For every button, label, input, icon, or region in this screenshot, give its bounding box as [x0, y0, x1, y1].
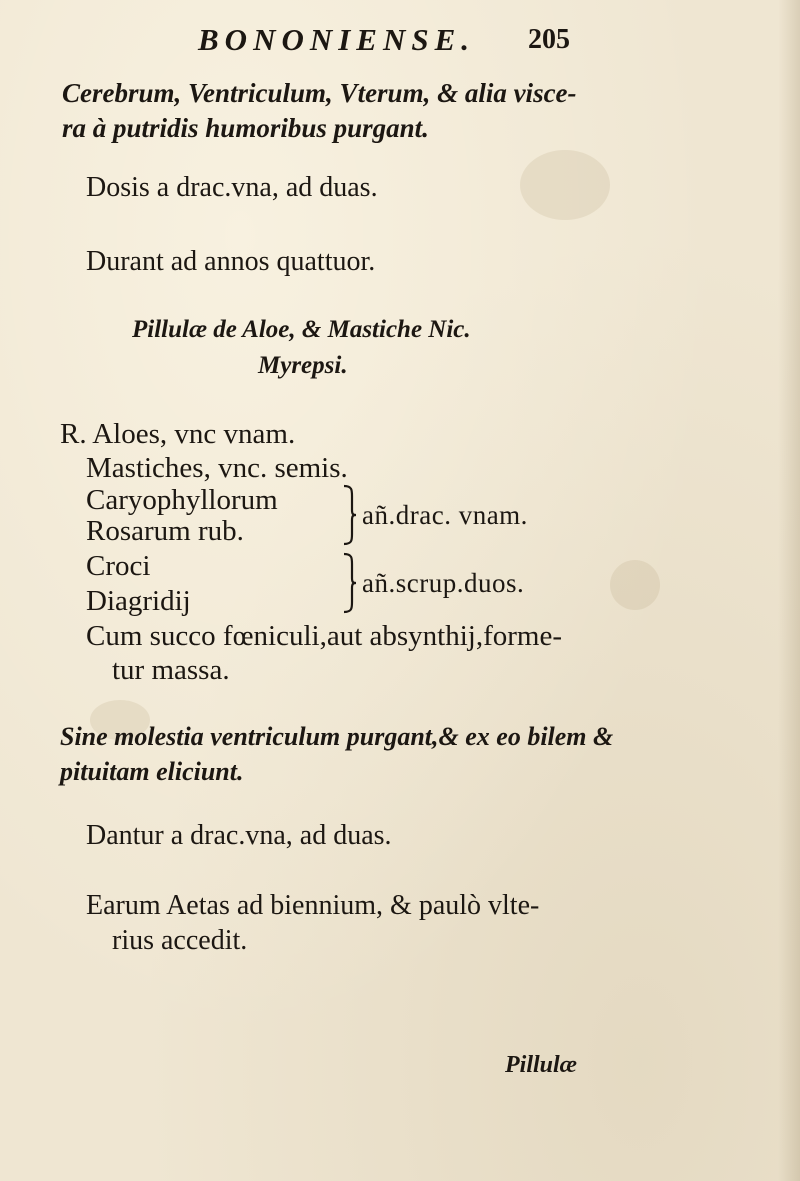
recipe-line-aloes: R. Aloes, vnc vnam. — [60, 418, 296, 450]
paper-stain — [610, 560, 660, 610]
recipe-final-line1: Cum succo fœniculi,aut absynthij,forme- — [86, 620, 562, 652]
dose-line-1: Dosis a drac.vna, ad duas. — [86, 172, 378, 203]
section1-line1: Cerebrum, Ventriculum, Vterum, & alia visce- — [62, 78, 577, 108]
age-line1: Earum Aetas ad biennium, & paulò vlte- — [86, 890, 540, 921]
paper-stain — [520, 150, 610, 220]
recipe-title-line1: Pillulæ de Aloe, & Mastiche Nic. — [132, 316, 471, 343]
brace-group1 — [340, 484, 356, 546]
ingredient-croci: Croci — [86, 550, 151, 582]
recipe-final-line2: tur massa. — [112, 654, 230, 686]
page-number: 205 — [528, 24, 570, 55]
dose-group2: añ.scrup.duos. — [362, 568, 525, 598]
page-edge-shadow — [778, 0, 800, 1181]
section2-line1: Sine molestia ventriculum purgant,& ex eo bilem & — [60, 722, 614, 751]
dose-group1: añ.drac. vnam. — [362, 500, 528, 530]
brace-group2 — [340, 552, 356, 614]
section1-line2: ra à putridis humoribus purgant. — [62, 113, 429, 143]
age-line2: rius accedit. — [112, 925, 248, 956]
ingredient-diagridij: Diagridij — [86, 585, 191, 617]
section2-line2: pituitam eliciunt. — [60, 757, 244, 786]
recipe-line-mastiches: Mastiches, vnc. semis. — [86, 452, 348, 484]
running-title: BONONIENSE. — [198, 22, 476, 57]
catchword: Pillulæ — [505, 1052, 578, 1078]
duration-line: Durant ad annos quattuor. — [86, 246, 376, 277]
recipe-title-line2: Myrepsi. — [258, 352, 348, 379]
ingredient-rosarum: Rosarum rub. — [86, 515, 244, 547]
ingredient-caryophyllorum: Caryophyllorum — [86, 484, 278, 516]
dose-line-2: Dantur a drac.vna, ad duas. — [86, 820, 392, 851]
